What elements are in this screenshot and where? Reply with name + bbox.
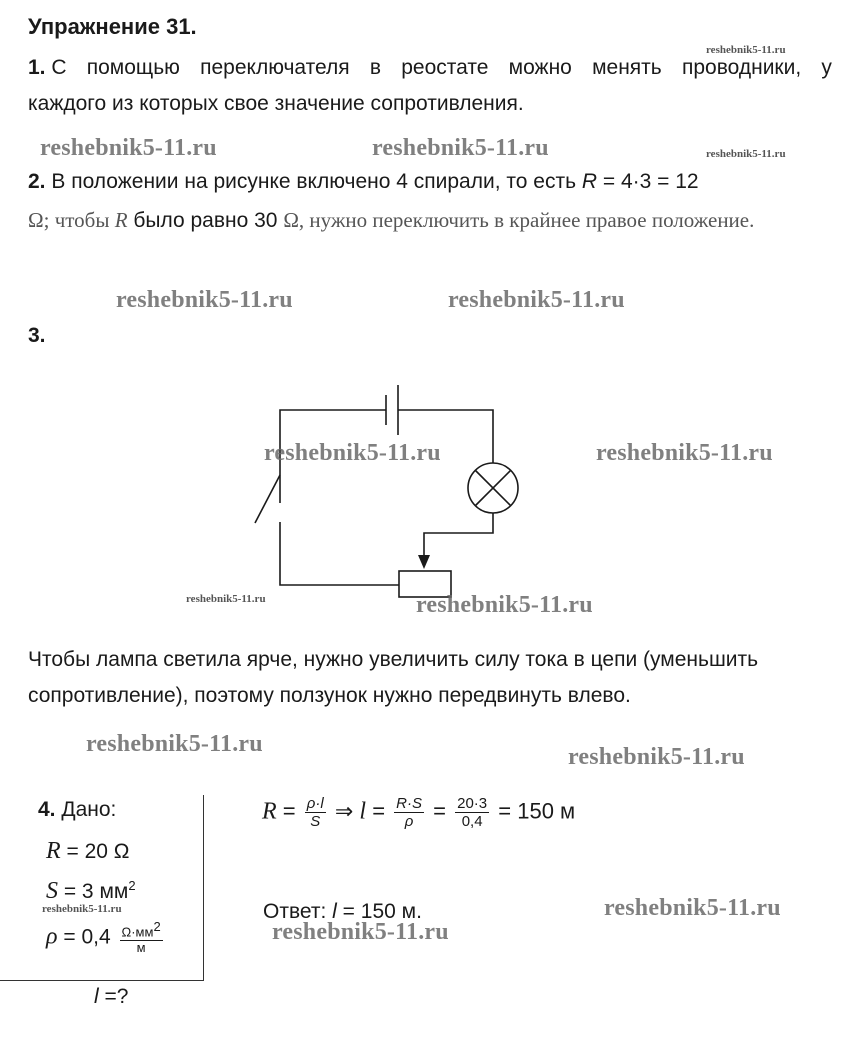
q4-given-label: Дано:	[61, 798, 117, 821]
q4-s-value: = 3 мм	[58, 880, 129, 903]
q1-line2: каждого из которых свое значение сопротивления.	[28, 92, 524, 115]
frac3-den: 0,4	[461, 813, 483, 831]
q2-line1	[28, 170, 699, 194]
formula-result: = 150 м	[498, 798, 576, 824]
switch-lever	[255, 475, 280, 523]
q1-word: в	[369, 56, 382, 79]
watermark-small: reshebnik5-11.ru	[186, 593, 266, 605]
q4-var-rho: ρ	[46, 923, 58, 950]
formula-frac-2	[394, 795, 424, 831]
q4-find-text: =?	[98, 985, 129, 1008]
frac2-den: ρ	[404, 813, 414, 831]
q1-word: реостате	[401, 56, 489, 79]
q4-var-r: R	[46, 838, 61, 864]
wire-bottom	[280, 522, 399, 585]
q2-number: 2.	[28, 170, 46, 193]
slider-arrow-icon	[418, 555, 430, 569]
formula-eq3: =	[433, 798, 446, 824]
answer-var: l	[332, 900, 337, 923]
q4-rho-unit-exp: 2	[153, 919, 161, 934]
q3-number: 3.	[28, 324, 46, 347]
formula-eq2: =	[372, 798, 386, 824]
q2-text-a: В положении на рисунке включено 4 спирали, то есть	[51, 170, 582, 193]
q4-given-r	[46, 838, 130, 865]
q3-text-line2: сопротивление), поэтому ползунок нужно передвинуть влево.	[28, 684, 631, 707]
q2-omega-text: Ω; чтобы	[28, 208, 115, 232]
watermark: reshebnik5-11.ru	[568, 744, 745, 770]
q4-rho-unit-num: Ω·мм	[121, 924, 154, 940]
watermark: reshebnik5-11.ru	[116, 287, 293, 313]
q1-line1	[28, 56, 832, 80]
q4-given-heading	[38, 798, 116, 822]
q2-text-mid: было равно 30	[127, 209, 284, 232]
q2-text-end: Ω, нужно переключить в крайнее правое положение.	[283, 208, 755, 232]
given-divider-vertical	[203, 795, 204, 980]
q1-word: менять	[592, 56, 662, 79]
wire-slider	[424, 513, 493, 557]
q2-var-r: R	[581, 170, 598, 193]
q4-rho-unit-den: м	[136, 940, 146, 956]
formula-frac-1	[305, 795, 326, 831]
q1-word: помощью	[86, 56, 180, 79]
watermark: reshebnik5-11.ru	[448, 287, 625, 313]
formula-frac-3	[455, 795, 489, 831]
frac1-num: ρ·l	[306, 795, 324, 812]
watermark: reshebnik5-11.ru	[40, 135, 217, 161]
watermark-small: reshebnik5-11.ru	[42, 903, 122, 915]
watermark-small: reshebnik5-11.ru	[706, 44, 786, 56]
q1-word: С	[51, 56, 67, 79]
formula-r: R	[262, 798, 277, 825]
q3-text-line1: Чтобы лампа светила ярче, нужно увеличить силу тока в цепи (уменьшить	[28, 648, 759, 671]
watermark: reshebnik5-11.ru	[272, 919, 449, 945]
q4-rho-value: = 0,4	[57, 925, 117, 949]
q1-word: у	[821, 56, 832, 79]
q2-var-r2: R	[114, 208, 128, 232]
q4-find	[94, 985, 128, 1009]
watermark: reshebnik5-11.ru	[372, 135, 549, 161]
watermark: reshebnik5-11.ru	[604, 895, 781, 921]
frac2-num: R·S	[396, 795, 423, 812]
q4-var-s: S	[46, 878, 58, 904]
q1-word: переключателя	[200, 56, 350, 79]
q2-line2	[28, 208, 754, 233]
q4-rho-unit	[120, 920, 163, 956]
given-divider-horizontal	[0, 980, 204, 981]
watermark-small: reshebnik5-11.ru	[706, 148, 786, 160]
q4-formula	[262, 795, 575, 831]
q4-given-rho	[46, 920, 166, 956]
q2-text-b: = 4·3 = 12	[597, 170, 699, 193]
watermark: reshebnik5-11.ru	[86, 731, 263, 757]
frac1-den: S	[310, 813, 321, 831]
answer-label: Ответ:	[263, 900, 333, 923]
q1-word: проводники,	[681, 56, 802, 79]
answer-value: = 150 м.	[336, 900, 422, 923]
watermark: reshebnik5-11.ru	[596, 440, 773, 466]
q4-find-var: l	[94, 985, 99, 1008]
exercise-heading: Упражнение 31.	[28, 14, 197, 39]
q1-number: 1.	[28, 56, 46, 79]
frac3-num: 20·3	[457, 795, 488, 812]
q4-s-exponent: 2	[128, 878, 136, 893]
watermark: reshebnik5-11.ru	[416, 592, 593, 618]
formula-implies: ⇒	[334, 798, 354, 824]
circuit-diagram	[240, 375, 540, 615]
watermark: reshebnik5-11.ru	[264, 440, 441, 466]
formula-eq: =	[282, 798, 296, 824]
q4-number: 4.	[38, 798, 56, 821]
formula-l: l	[359, 798, 367, 825]
q4-given-s	[46, 878, 136, 905]
q1-word: можно	[508, 56, 572, 79]
q4-r-value: = 20 Ω	[60, 840, 130, 863]
